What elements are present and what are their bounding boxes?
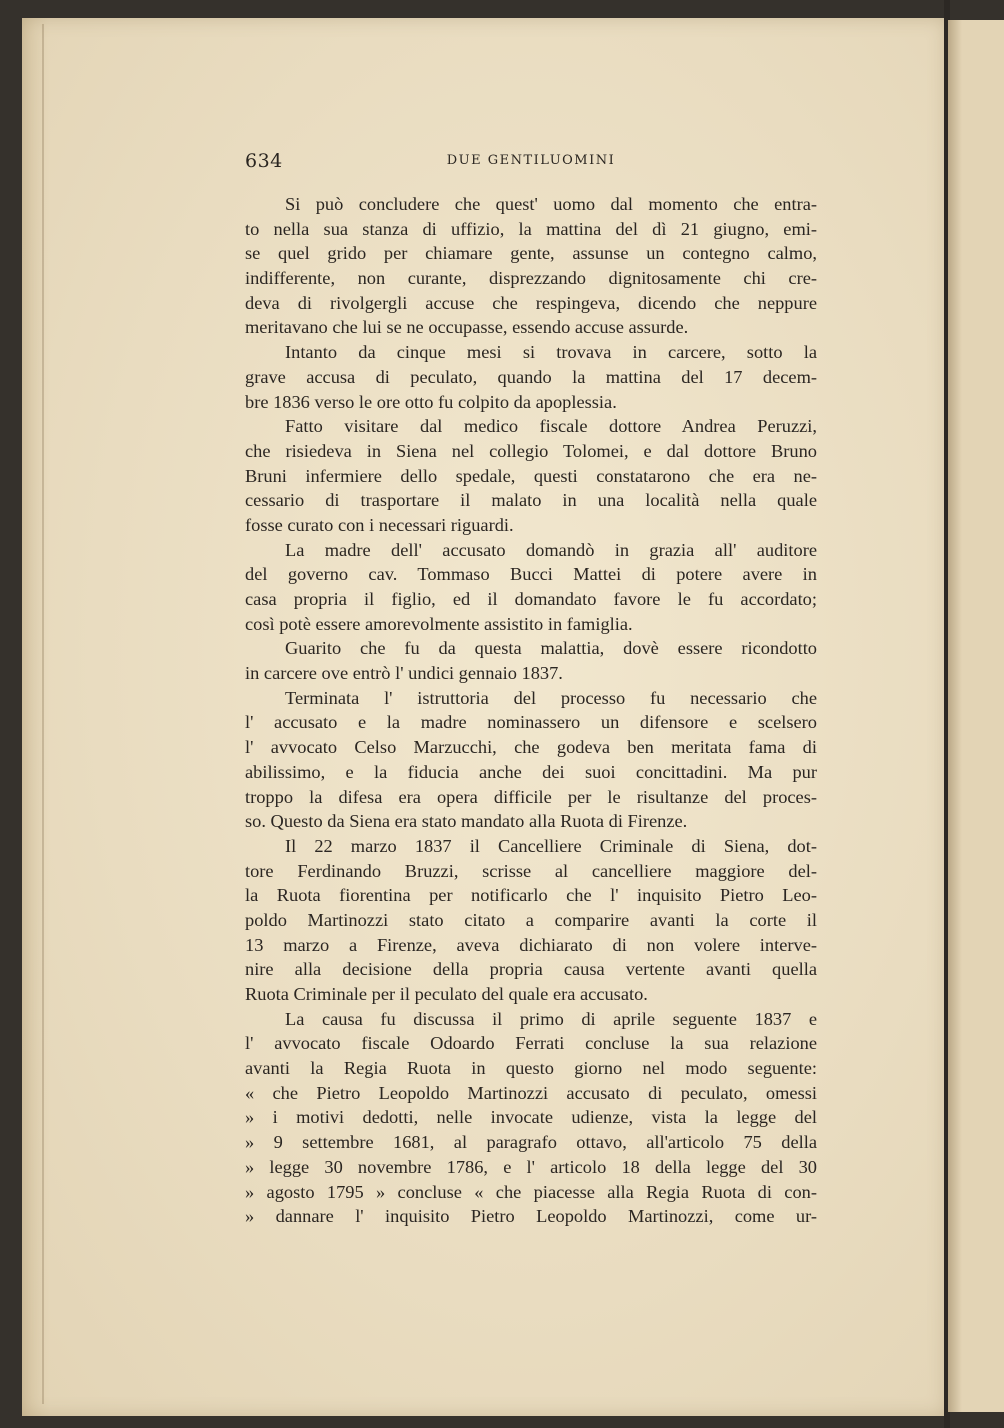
text-line: poldo Martinozzi stato citato a comparire avanti la corte il [245, 909, 817, 930]
text-line: così potè essere amorevolmente assistito in famiglia. [245, 613, 633, 634]
text-line: Si può concludere che quest' uomo dal momento che entra- [285, 194, 817, 214]
running-head: DUE GENTILUOMINI [446, 153, 616, 168]
text-line: del governo cav. Tommaso Bucci Mattei di potere avere in [245, 564, 817, 585]
text-line: che risiedeva in Siena nel collegio Tolomei, e dal dottore Bruno [245, 440, 817, 461]
text-line: troppo la difesa era opera difficile per le risultanze del proces- [245, 786, 817, 807]
text-line: Fatto visitare dal medico fiscale dottore Andrea Peruzzi, [285, 416, 817, 437]
text-line: grave accusa di peculato, quando la mattina del 17 decem- [245, 366, 817, 387]
text-line: indifferente, non curante, disprezzando dignitosamente chi cre- [245, 268, 817, 289]
text-line: » agosto 1795 » concluse « che piacesse alla Regia Ruota di con- [245, 1181, 817, 1202]
text-line: l' accusato e la madre nominassero un difensore e scelsero [245, 712, 817, 733]
adjacent-page-edge [948, 20, 1004, 1412]
paragraph [245, 686, 817, 834]
text-line: Ruota Criminale per il peculato del quale era accusato. [245, 984, 648, 1004]
text-line: abilissimo, e la fiducia anche dei suoi concittadini. Ma pur [245, 761, 817, 782]
text-line: Bruni infermiere dello spedale, questi constatarono che era ne- [245, 465, 817, 486]
page-header [245, 150, 817, 178]
paragraph [245, 834, 817, 1007]
text-line: « che Pietro Leopoldo Martinozzi accusato di peculato, omessi [245, 1082, 817, 1103]
text-line: meritavano che lui se ne occupasse, essendo accuse assurde. [245, 317, 689, 338]
page-number: 634 [245, 150, 283, 172]
spine-crease [42, 24, 44, 1404]
text-line: » i motivi dedotti, nelle invocate udienze, vista la legge del [245, 1107, 817, 1128]
text-line: to nella sua stanza di uffizio, la mattina del dì 21 giugno, emi- [245, 218, 817, 239]
text-line: Il 22 marzo 1837 il Cancelliere Criminale di Siena, dot- [285, 835, 817, 856]
paragraph [245, 538, 817, 637]
text-line: tore Ferdinando Bruzzi, scrisse al cancelliere maggiore del- [245, 860, 817, 881]
paragraph [245, 1007, 817, 1229]
text-line: fosse curato con i necessari riguardi. [245, 514, 514, 535]
text-line: Guarito che fu da questa malattia, dovè essere ricondotto [285, 638, 817, 659]
text-line: bre 1836 verso le ore otto fu colpito da apoplessia. [245, 391, 617, 412]
text-line: l' avvocato Celso Marzucchi, che godeva ben meritata fama di [245, 737, 817, 758]
text-line: deva di rivolgergli accuse che respingeva, dicendo che neppure [245, 292, 817, 313]
text-line: Intanto da cinque mesi si trovava in carcere, sotto la [285, 342, 817, 363]
text-line: 13 marzo a Firenze, aveva dichiarato di non volere interve- [245, 934, 817, 955]
text-line: nire alla decisione della propria causa vertente avanti quella [245, 959, 817, 980]
text-line: l' avvocato fiscale Odoardo Ferrati concluse la sua relazione [245, 1033, 817, 1054]
paragraph [245, 414, 817, 537]
paragraph [245, 636, 817, 685]
text-line: » legge 30 novembre 1786, e l' articolo 18 della legge del 30 [245, 1156, 817, 1177]
text-line: La madre dell' accusato domandò in grazia all' auditore [285, 539, 817, 560]
text-line: » 9 settembre 1681, al paragrafo ottavo, all'articolo 75 della [245, 1132, 817, 1153]
text-line: so. Questo da Siena era stato mandato alla Ruota di Firenze. [245, 811, 688, 832]
paragraph [245, 340, 817, 414]
text-line: se quel grido per chiamare gente, assunse un contegno calmo, [245, 243, 817, 264]
text-line: in carcere ove entrò l' undici gennaio 1837. [245, 663, 563, 684]
body-text [245, 192, 817, 1229]
text-line: » dannare l' inquisito Pietro Leopoldo Martinozzi, come ur- [245, 1206, 817, 1227]
text-line: la Ruota fiorentina per notificarlo che l' inquisito Pietro Leo- [245, 885, 817, 906]
paragraph [245, 192, 817, 340]
text-line: Terminata l' istruttoria del processo fu necessario che [285, 687, 817, 708]
text-line: cessario di trasportare il malato in una località nella quale [245, 490, 817, 511]
text-line: casa propria il figlio, ed il domandato favore le fu accordato; [245, 589, 817, 609]
text-line: La causa fu discussa il primo di aprile seguente 1837 e [285, 1008, 817, 1029]
text-line: avanti la Regia Ruota in questo giorno nel modo seguente: [245, 1058, 817, 1079]
